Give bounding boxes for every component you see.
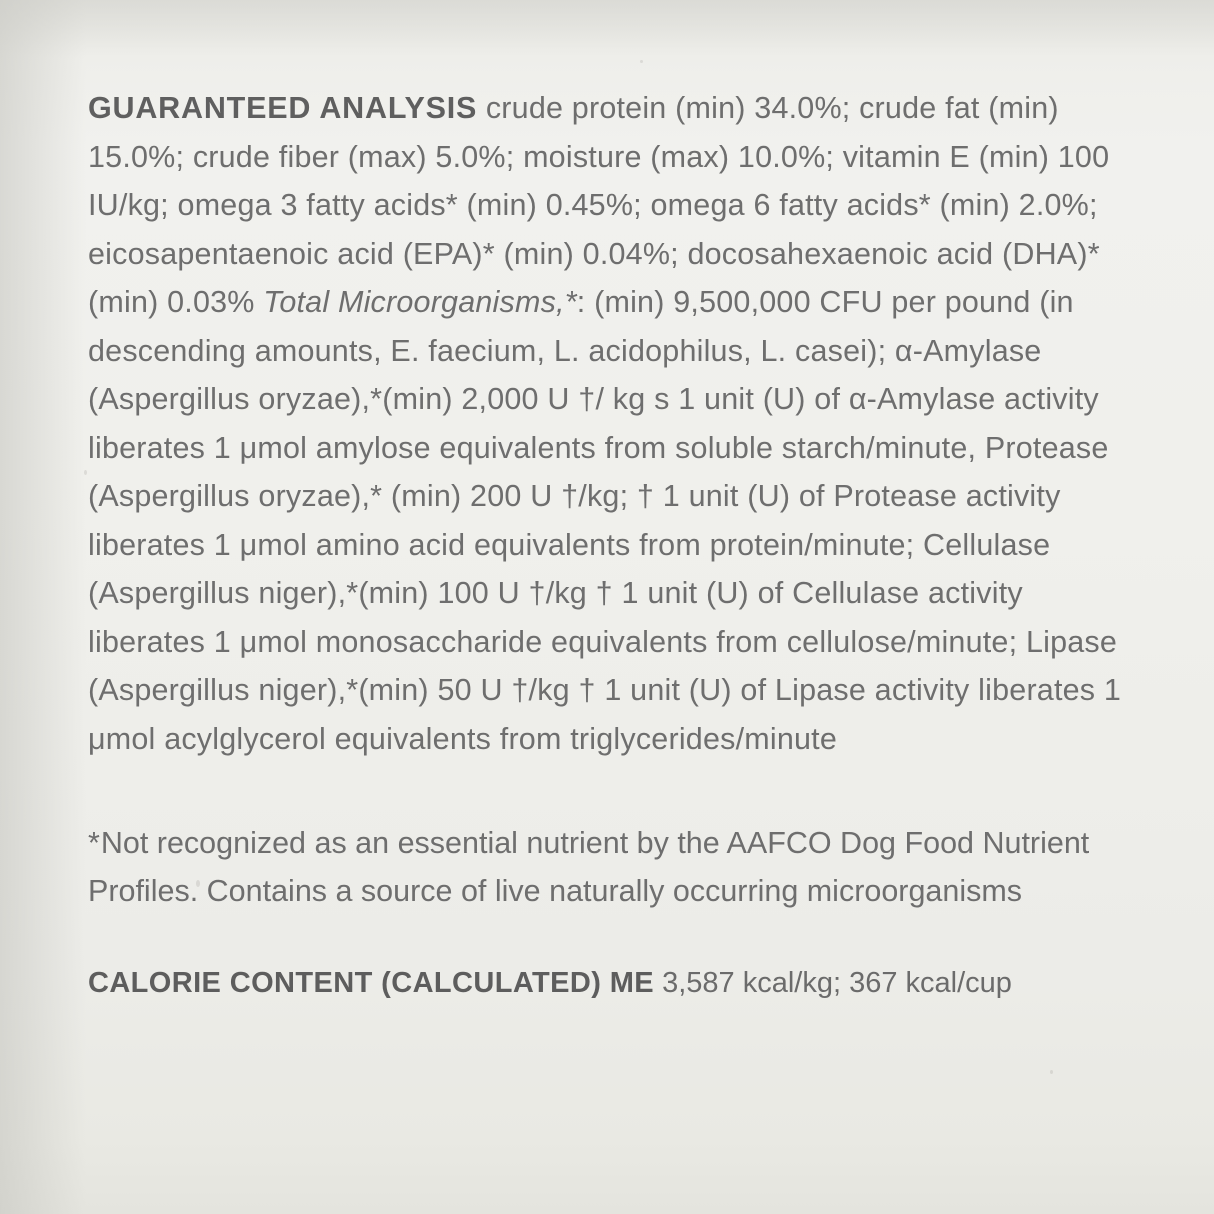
footnote-asterisk-marker: * — [88, 826, 101, 860]
calorie-content-value: 3,587 kcal/kg; 367 kcal/cup — [662, 967, 1012, 999]
footnote-paragraph — [88, 819, 1140, 915]
paper-speck — [640, 60, 643, 63]
calorie-content-paragraph — [88, 963, 1140, 1003]
guaranteed-analysis-body-part2: : (min) 9,500,000 CFU per pound (in descending amounts, E. faecium, L. acidophilus, L. casei); α-Amylase (Aspergillus oryzae),*(min) 2,000 U †/ kg s 1 unit (U) of α-Amylase activity liberates 1 μmol amylose equivalents from soluble starch/minute, Protease (Aspergillus oryzae),* (min) 200 U †/kg; † 1 unit (U) of Protease activity liberates 1 μmol amino acid equivalents from protein/minute; Cellulase (Aspergillus niger),*(min) 100 U †/kg † 1 unit (U) of Cellulase activity liberates 1 μmol monosaccharide equivalents from cellulose/minute; Lipase (Aspergillus niger),*(min) 50 U †/kg † 1 unit (U) of Lipase activity liberates 1 μmol acylglycerol equivalents from triglycerides/minute — [88, 285, 1122, 756]
guaranteed-analysis-body-part1: crude protein (min) 34.0%; crude fat (min) 15.0%; crude fiber (max) 5.0%; moisture (max) 10.0%; vitamin E (min) 100 IU/kg; omega 3 fatty acids* (min) 0.45%; omega 6 fatty acids* (min) 2.0%; eicosapentaenoic acid (EPA)* (min) 0.04%; docosahexaenoic acid (DHA)* (min) 0.03% — [88, 91, 1110, 319]
paper-speck — [1050, 1070, 1053, 1074]
calorie-content-heading: CALORIE CONTENT (CALCULATED) ME — [88, 967, 655, 999]
label-content — [88, 84, 1140, 1032]
cropped-bottom-text — [560, 1170, 1180, 1200]
total-microorganisms-phrase: Total Microorganisms,* — [263, 285, 577, 319]
paper-speck — [84, 470, 87, 475]
footnote-text: Not recognized as an essential nutrient by the AAFCO Dog Food Nutrient Profiles. Contains a source of live naturally occurring microorganisms — [88, 826, 1090, 908]
guaranteed-analysis-heading: GUARANTEED ANALYSIS — [88, 91, 478, 125]
guaranteed-analysis-paragraph — [88, 84, 1140, 763]
cropped-top-text — [300, 22, 1060, 48]
